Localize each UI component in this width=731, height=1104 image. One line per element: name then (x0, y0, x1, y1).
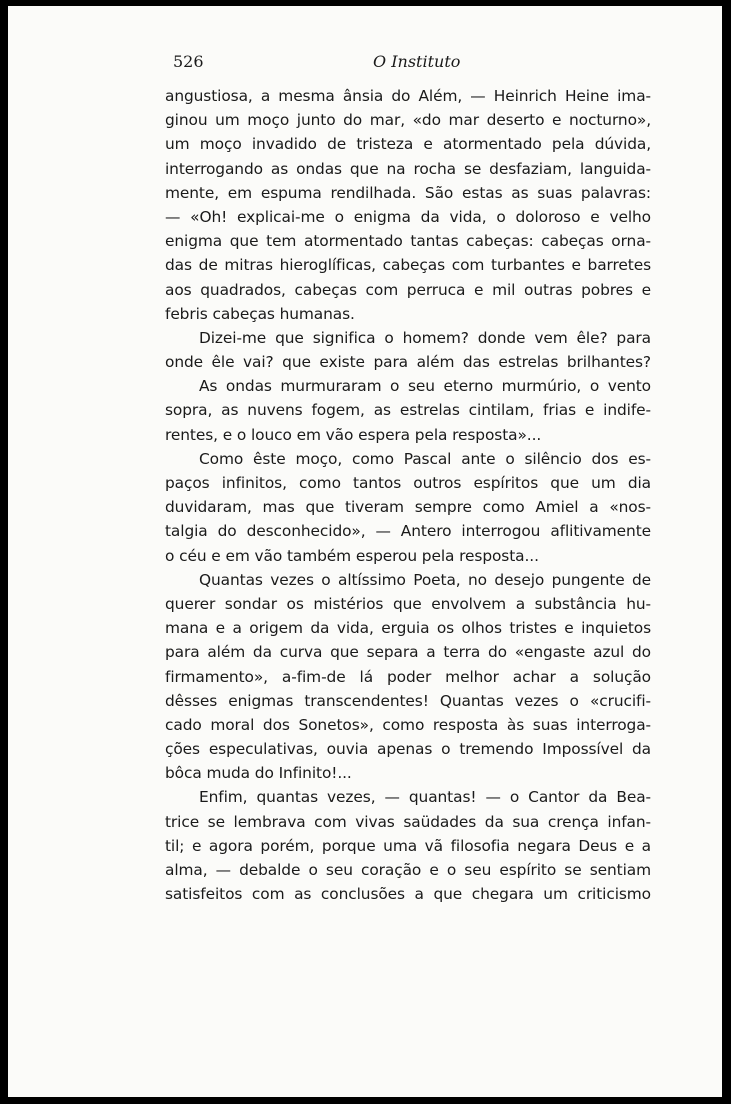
text-line: paços infinitos, como tantos outros espíritos que um dia (165, 474, 651, 492)
text-line: sopra, as nuvens fogem, as estrelas cintilam, frias e indife- (165, 401, 651, 420)
page-header (173, 52, 659, 76)
text-line: talgia do desconhecido», — Antero interrogou aflitivamente (165, 522, 651, 541)
text-line: satisfeitos com as conclusões a que chegara um criticismo (165, 885, 651, 904)
text-line: querer sondar os mistérios que envolvem a substância hu- (165, 594, 651, 613)
text-line: enigma que tem atormentado tantas cabeças: cabeças orna- (165, 232, 651, 251)
text-line: para além da curva que separa a terra do «engaste azul do (165, 643, 651, 662)
body-text (165, 84, 651, 906)
text-line: aos quadrados, cabeças com perruca e mil outras pobres e (165, 280, 651, 299)
text-line: alma, — debalde o seu coração e o seu espírito se sentiam (165, 861, 651, 879)
page-number: 526 (173, 52, 204, 71)
text-line: das de mitras hieroglíficas, cabeças com turbantes e barretes (165, 256, 651, 275)
text-line: febris cabeças humanas. (165, 304, 355, 323)
text-line: onde êle vai? que existe para além das estrelas brilhantes? (165, 353, 651, 372)
text-line: cado moral dos Sonetos», como resposta às suas interroga- (165, 715, 651, 734)
text-line: dêsses enigmas transcendentes! Quantas vezes o «crucifi- (165, 691, 651, 710)
text-line: As ondas murmuraram o seu eterno murmúrio, o vento (199, 377, 651, 396)
text-line: bôca muda do Infinito!... (165, 764, 352, 783)
running-title: O Instituto (373, 52, 461, 71)
text-line: ções especulativas, ouvia apenas o tremendo Impossível da (165, 740, 651, 759)
text-line: firmamento», a-fim-de lá poder melhor achar a solução (165, 667, 651, 686)
text-line: o céu e em vão também esperou pela resposta... (165, 546, 539, 565)
text-line: Dizei-me que significa o homem? donde vem êle? para (199, 328, 651, 347)
text-line: Como êste moço, como Pascal ante o silêncio dos es- (199, 449, 651, 468)
text-line: Quantas vezes o altíssimo Poeta, no desejo pungente de (199, 570, 651, 589)
text-line: Enfim, quantas vezes, — quantas! — o Cantor da Bea- (199, 788, 651, 807)
text-line: mente, em espuma rendilhada. São estas as suas palavras: (165, 183, 651, 202)
text-line: duvidaram, mas que tiveram sempre como Amiel a «nos- (165, 498, 651, 517)
text-line: trice se lembrava com vivas saüdades da sua crença infan- (165, 812, 651, 831)
text-line: interrogando as ondas que na rocha se desfaziam, languida- (165, 159, 651, 178)
text-line: — «Oh! explicai-me o enigma da vida, o doloroso e velho (165, 207, 651, 226)
text-line: rentes, e o louco em vão espera pela resposta»... (165, 425, 542, 444)
text-line: ginou um moço junto do mar, «do mar deserto e nocturno», (165, 111, 651, 130)
text-line: mana e a origem da vida, erguia os olhos tristes e inquietos (165, 619, 651, 638)
text-line: um moço invadido de tristeza e atormentado pela dúvida, (165, 135, 651, 154)
text-line: til; e agora porém, porque uma vã filosofia negara Deus e a (165, 836, 651, 855)
text-line: angustiosa, a mesma ânsia do Além, — Heinrich Heine ima- (165, 87, 651, 105)
